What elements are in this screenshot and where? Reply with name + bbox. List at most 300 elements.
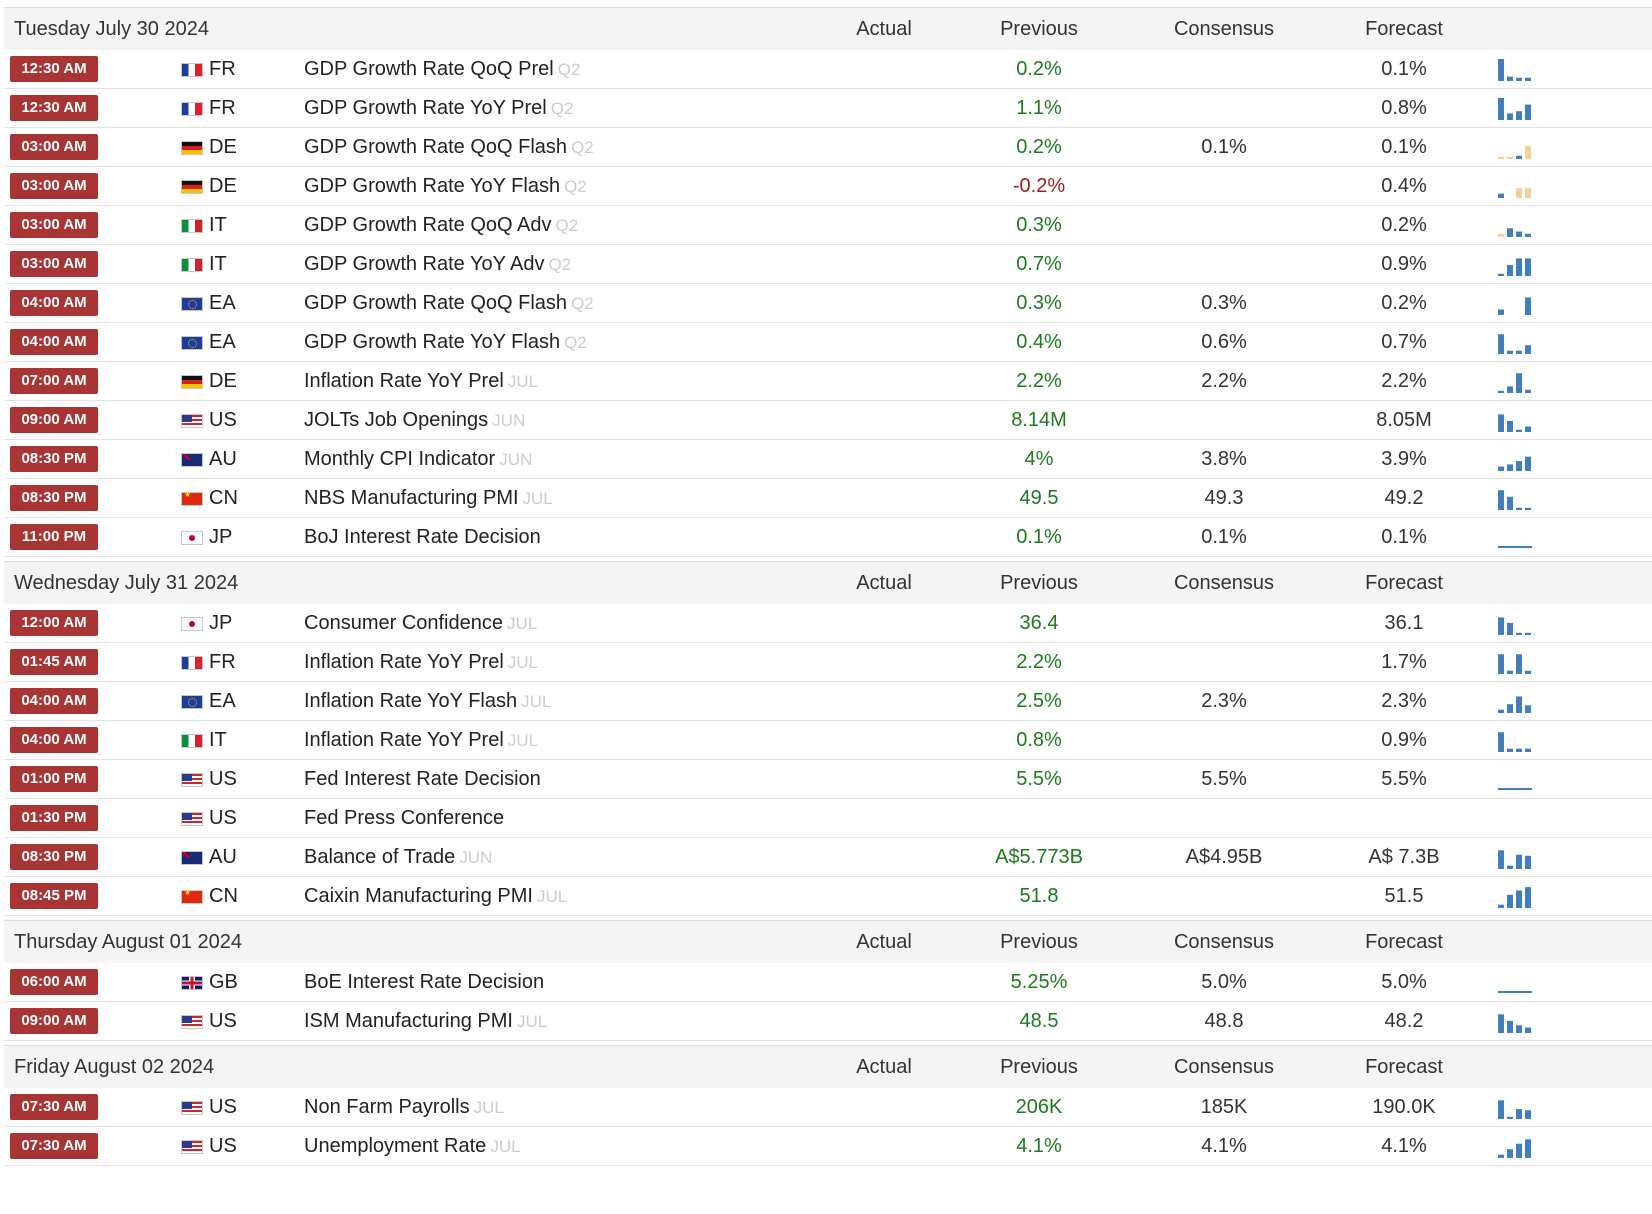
- sparkline-bar: [1525, 1028, 1531, 1034]
- time-badge: 11:00 PM: [10, 524, 98, 550]
- sparkline-bar: [1498, 414, 1504, 432]
- event-title[interactable]: Fed Interest Rate Decision: [304, 768, 541, 790]
- flag-us-icon: [181, 812, 203, 826]
- reference-period: JUL: [490, 1137, 521, 1156]
- event-name[interactable]: [304, 604, 537, 642]
- sparkline-bar: [1525, 258, 1531, 276]
- event-title[interactable]: JOLTs Job Openings: [304, 409, 489, 431]
- country-code: AU: [209, 846, 237, 868]
- forecast-value: A$ 7.3B: [1368, 846, 1440, 868]
- event-title[interactable]: GDP Growth Rate YoY Adv: [304, 253, 545, 275]
- event-title[interactable]: ISM Manufacturing PMI: [304, 1010, 513, 1032]
- consensus-value: 0.3%: [1201, 292, 1247, 314]
- forecast-value: 8.05M: [1376, 409, 1432, 431]
- reference-period: Q2: [571, 294, 594, 313]
- event-name[interactable]: [304, 877, 567, 915]
- forecast-value: 5.5%: [1381, 768, 1427, 790]
- event-row[interactable]: [4, 50, 1652, 89]
- sparkline-bar: [1507, 157, 1513, 159]
- country-code: US: [209, 768, 237, 790]
- column-header-actual: Actual: [856, 572, 912, 594]
- country-code: AU: [209, 448, 237, 470]
- event-title[interactable]: Non Farm Payrolls: [304, 1096, 470, 1118]
- consensus-value: 4.1%: [1201, 1135, 1247, 1157]
- country-code: IT: [209, 214, 227, 236]
- event-name[interactable]: [304, 838, 492, 876]
- time-badge: 01:45 AM: [10, 649, 98, 675]
- time-badge: 09:00 AM: [10, 407, 98, 433]
- sparkline-chart[interactable]: [1494, 253, 1534, 277]
- sparkline-bar: [1507, 704, 1513, 713]
- event-name[interactable]: [304, 128, 594, 166]
- country-code: US: [209, 807, 237, 829]
- sparkline-bar: [1516, 351, 1522, 354]
- forecast-value: [1344, 799, 1464, 837]
- event-row[interactable]: [4, 760, 1652, 799]
- consensus-value: 5.5%: [1201, 768, 1247, 790]
- event-row[interactable]: [4, 682, 1652, 721]
- flag-au-icon: [181, 453, 203, 467]
- flag-ea-icon: [181, 297, 203, 311]
- event-title[interactable]: NBS Manufacturing PMI: [304, 487, 519, 509]
- column-header-forecast: Forecast: [1365, 572, 1443, 594]
- sparkline-bar: [1525, 856, 1531, 869]
- sparkline-bar: [1498, 732, 1504, 752]
- time-badge: 12:30 AM: [10, 56, 98, 82]
- sparkline-bar: [1507, 265, 1513, 276]
- event-title[interactable]: GDP Growth Rate QoQ Adv: [304, 214, 552, 236]
- consensus-value: 0.6%: [1201, 331, 1247, 353]
- event-row[interactable]: [4, 167, 1652, 206]
- sparkline-bar: [1525, 390, 1531, 393]
- country-code: DE: [209, 370, 237, 392]
- sparkline-bar: [1507, 77, 1513, 81]
- sparkline-chart[interactable]: [1494, 971, 1534, 995]
- column-header-previous: Previous: [1000, 572, 1078, 594]
- forecast-value: 36.1: [1384, 612, 1424, 634]
- consensus-value: [1164, 245, 1284, 283]
- column-header-consensus: Consensus: [1173, 18, 1275, 40]
- event-row[interactable]: [4, 128, 1652, 167]
- previous-value: 0.4%: [1016, 331, 1062, 353]
- sparkline-bar: [1507, 1021, 1513, 1033]
- sparkline-bar: [1498, 1155, 1504, 1158]
- sparkline-bar: [1525, 887, 1531, 908]
- sparkline-bar: [1507, 386, 1513, 393]
- flag-us-icon: [181, 1140, 203, 1154]
- consensus-value: [1164, 877, 1284, 915]
- event-title[interactable]: Unemployment Rate: [304, 1135, 487, 1157]
- day-header: [4, 1045, 1652, 1089]
- reference-period: JUL: [507, 731, 539, 750]
- sparkline-bar: [1525, 457, 1531, 471]
- country-code: EA: [209, 690, 236, 712]
- forecast-value: 48.2: [1384, 1010, 1424, 1032]
- event-name[interactable]: [304, 89, 573, 127]
- reference-period: Q2: [550, 99, 574, 118]
- previous-value: 0.1%: [1016, 526, 1062, 548]
- time-badge: 03:00 AM: [10, 251, 98, 277]
- forecast-value: 0.1%: [1381, 526, 1427, 548]
- reference-period: Q2: [564, 333, 587, 352]
- forecast-value: 2.3%: [1381, 690, 1427, 712]
- sparkline-bar: [1525, 427, 1531, 433]
- column-header-consensus: Consensus: [1173, 931, 1275, 953]
- time-badge: 08:45 PM: [10, 883, 98, 909]
- consensus-value: 185K: [1200, 1096, 1248, 1118]
- consensus-value: [1164, 721, 1284, 759]
- sparkline-bar: [1516, 430, 1522, 432]
- event-name[interactable]: [304, 799, 504, 837]
- consensus-value: [1164, 604, 1284, 642]
- consensus-value: [1164, 167, 1284, 205]
- country-code: EA: [209, 331, 236, 353]
- previous-value: 48.5: [1019, 1010, 1059, 1032]
- previous-value: 4%: [1024, 448, 1054, 470]
- sparkline-bar: [1498, 1014, 1504, 1033]
- day-header: [4, 920, 1652, 964]
- event-row[interactable]: [4, 245, 1652, 284]
- sparkline-chart[interactable]: [1494, 136, 1534, 160]
- event-title[interactable]: Fed Press Conference: [304, 807, 505, 829]
- event-name[interactable]: [304, 245, 571, 283]
- flag-cn-icon: [181, 492, 203, 506]
- forecast-value: 4.1%: [1381, 1135, 1427, 1157]
- forecast-value: 0.8%: [1381, 97, 1427, 119]
- event-name[interactable]: [304, 682, 551, 720]
- consensus-value: 2.3%: [1201, 690, 1247, 712]
- time-badge: 06:00 AM: [10, 969, 98, 995]
- sparkline-bar: [1525, 749, 1531, 752]
- previous-value: 2.2%: [1016, 370, 1062, 392]
- country-code: FR: [209, 97, 236, 119]
- event-row[interactable]: [4, 1127, 1652, 1166]
- sparkline-chart[interactable]: [1494, 651, 1534, 675]
- sparkline-bar: [1516, 1144, 1522, 1158]
- event-name[interactable]: [304, 50, 580, 88]
- time-badge: 03:00 AM: [10, 212, 98, 238]
- column-header-previous: Previous: [1000, 1056, 1078, 1078]
- time-badge: 07:30 AM: [10, 1094, 98, 1120]
- previous-value: 0.7%: [1016, 253, 1062, 275]
- sparkline-bar: [1516, 749, 1522, 752]
- reference-period: JUL: [507, 653, 539, 672]
- country-code: EA: [209, 292, 236, 314]
- event-name[interactable]: [304, 1127, 521, 1165]
- country-code: GB: [209, 971, 238, 993]
- sparkline-bar: [1525, 705, 1531, 713]
- event-name[interactable]: [304, 479, 553, 517]
- consensus-value: 49.3: [1204, 487, 1244, 509]
- sparkline-bar: [1525, 234, 1531, 237]
- event-title[interactable]: Inflation Rate YoY Prel: [304, 651, 504, 673]
- event-name[interactable]: [304, 401, 525, 439]
- sparkline-bar: [1498, 157, 1504, 159]
- event-row[interactable]: [4, 518, 1652, 557]
- event-title[interactable]: Inflation Rate YoY Prel: [304, 370, 504, 392]
- country-code: US: [209, 1010, 237, 1032]
- event-row[interactable]: [4, 89, 1652, 128]
- column-header-previous: Previous: [1000, 931, 1078, 953]
- consensus-value: 5.0%: [1201, 971, 1247, 993]
- column-header-actual: Actual: [856, 18, 912, 40]
- forecast-value: 0.4%: [1381, 175, 1427, 197]
- event-row[interactable]: [4, 721, 1652, 760]
- previous-value: 206K: [1015, 1096, 1063, 1118]
- event-name[interactable]: [304, 167, 587, 205]
- sparkline-chart[interactable]: [1494, 846, 1534, 870]
- flag-jp-icon: [181, 531, 203, 545]
- forecast-value: 49.2: [1384, 487, 1424, 509]
- event-name[interactable]: [304, 1002, 547, 1040]
- sparkline-chart[interactable]: [1494, 526, 1534, 550]
- consensus-value: [1164, 401, 1284, 439]
- sparkline-chart[interactable]: [1494, 487, 1534, 511]
- consensus-value: [1164, 206, 1284, 244]
- reference-period: Q2: [548, 255, 572, 274]
- event-title[interactable]: Consumer Confidence: [304, 612, 503, 634]
- event-title[interactable]: Inflation Rate YoY Flash: [304, 690, 518, 712]
- sparkline-bar: [1507, 671, 1513, 674]
- country-code: CN: [209, 487, 238, 509]
- sparkline-chart[interactable]: [1494, 292, 1534, 316]
- day-title: Tuesday July 30 2024: [14, 18, 209, 40]
- event-row[interactable]: [4, 401, 1652, 440]
- flag-fr-icon: [181, 63, 203, 77]
- flag-de-icon: [181, 141, 203, 155]
- sparkline-bar: [1507, 623, 1513, 635]
- reference-period: JUL: [507, 372, 539, 391]
- flag-fr-icon: [181, 656, 203, 670]
- sparkline-chart[interactable]: [1494, 175, 1534, 199]
- event-title[interactable]: Caixin Manufacturing PMI: [304, 885, 533, 907]
- previous-value: 2.5%: [1016, 690, 1062, 712]
- previous-value: A$5.773B: [995, 846, 1083, 868]
- reference-period: JUL: [521, 692, 552, 711]
- event-row[interactable]: [4, 284, 1652, 323]
- reference-period: JUN: [459, 848, 493, 867]
- event-title[interactable]: BoJ Interest Rate Decision: [304, 526, 541, 548]
- consensus-value: [1164, 50, 1284, 88]
- sparkline-chart[interactable]: [1494, 1010, 1534, 1034]
- sparkline-bar: [1498, 274, 1504, 276]
- time-badge: 01:00 PM: [10, 766, 98, 792]
- sparkline-bar: [1525, 1139, 1531, 1158]
- previous-value: 0.3%: [1016, 214, 1062, 236]
- time-badge: 12:30 AM: [10, 95, 98, 121]
- time-badge: 07:00 AM: [10, 368, 98, 394]
- sparkline-chart[interactable]: [1494, 370, 1534, 394]
- event-name[interactable]: [304, 1088, 504, 1126]
- event-row[interactable]: [4, 643, 1652, 682]
- sparkline-bar: [1498, 194, 1504, 198]
- previous-value: 2.2%: [1016, 651, 1062, 673]
- sparkline-bar: [1498, 850, 1504, 869]
- event-row[interactable]: [4, 838, 1652, 877]
- previous-value: 0.2%: [1016, 58, 1062, 80]
- event-name[interactable]: [304, 206, 578, 244]
- sparkline-bar: [1525, 78, 1531, 81]
- day-header: [4, 7, 1652, 51]
- column-header-previous: Previous: [1000, 18, 1078, 40]
- event-title[interactable]: GDP Growth Rate YoY Flash: [304, 331, 561, 353]
- event-row[interactable]: [4, 479, 1652, 518]
- sparkline-chart[interactable]: [1494, 1135, 1534, 1159]
- sparkline-bar: [1498, 617, 1504, 635]
- event-name[interactable]: [304, 963, 544, 1001]
- event-name[interactable]: [304, 284, 594, 322]
- sparkline-bar: [1498, 467, 1504, 471]
- event-name[interactable]: [304, 323, 587, 361]
- sparkline-bar: [1507, 866, 1513, 869]
- country-code: DE: [209, 136, 237, 158]
- event-row[interactable]: [4, 877, 1652, 916]
- sparkline-chart[interactable]: [1494, 97, 1534, 121]
- previous-value: 36.4: [1019, 612, 1059, 634]
- consensus-value: [1164, 643, 1284, 681]
- flag-ea-icon: [181, 336, 203, 350]
- event-title[interactable]: GDP Growth Rate QoQ Flash: [304, 292, 568, 314]
- column-header-forecast: Forecast: [1365, 1056, 1443, 1078]
- sparkline-chart[interactable]: [1494, 448, 1534, 472]
- sparkline-bar: [1516, 697, 1522, 714]
- sparkline-bar: [1516, 633, 1522, 635]
- flag-gb-icon: [181, 976, 203, 990]
- time-badge: 03:00 AM: [10, 134, 98, 160]
- time-badge: 12:00 AM: [10, 610, 98, 636]
- time-badge: 03:00 AM: [10, 173, 98, 199]
- sparkline-bar: [1525, 146, 1531, 159]
- event-row[interactable]: [4, 323, 1652, 362]
- event-row[interactable]: [4, 799, 1652, 838]
- forecast-value: 0.1%: [1381, 136, 1427, 158]
- forecast-value: 3.9%: [1381, 448, 1427, 470]
- time-badge: 04:00 AM: [10, 290, 98, 316]
- flag-it-icon: [181, 734, 203, 748]
- column-header-forecast: Forecast: [1365, 931, 1443, 953]
- event-name[interactable]: [304, 440, 532, 478]
- column-header-forecast: Forecast: [1365, 18, 1443, 40]
- event-name[interactable]: [304, 721, 538, 759]
- event-title[interactable]: GDP Growth Rate QoQ Prel: [304, 58, 554, 80]
- country-code: IT: [209, 253, 227, 275]
- event-title[interactable]: GDP Growth Rate QoQ Flash: [304, 136, 568, 158]
- event-row[interactable]: [4, 963, 1652, 1002]
- event-row[interactable]: [4, 362, 1652, 401]
- sparkline-bar: [1507, 464, 1513, 471]
- country-code: IT: [209, 729, 227, 751]
- sparkline-bar: [1516, 461, 1522, 471]
- sparkline-chart[interactable]: [1494, 409, 1534, 433]
- consensus-value: 3.8%: [1201, 448, 1247, 470]
- previous-value: 49.5: [1019, 487, 1059, 509]
- sparkline-chart[interactable]: [1494, 58, 1534, 82]
- forecast-value: 0.9%: [1381, 729, 1427, 751]
- event-title[interactable]: Inflation Rate YoY Prel: [304, 729, 504, 751]
- sparkline-bar: [1498, 98, 1504, 120]
- sparkline-bar: [1516, 258, 1522, 276]
- sparkline-bar: [1498, 59, 1504, 81]
- reference-period: JUL: [473, 1098, 504, 1117]
- sparkline-flat-line: [1498, 788, 1532, 790]
- sparkline-chart[interactable]: [1494, 214, 1534, 238]
- flag-au-icon: [181, 851, 203, 865]
- sparkline-bar: [1498, 310, 1504, 316]
- forecast-value: 5.0%: [1381, 971, 1427, 993]
- column-header-consensus: Consensus: [1173, 1056, 1275, 1078]
- country-code: CN: [209, 885, 238, 907]
- reference-period: JUN: [492, 411, 526, 430]
- time-badge: 04:00 AM: [10, 688, 98, 714]
- sparkline-bar: [1498, 654, 1504, 674]
- sparkline-bar: [1516, 111, 1522, 120]
- sparkline-bar: [1525, 671, 1531, 674]
- sparkline-chart[interactable]: [1494, 885, 1534, 909]
- flag-us-icon: [181, 773, 203, 787]
- sparkline-bar: [1516, 1025, 1522, 1033]
- consensus-value: [1164, 799, 1284, 837]
- sparkline-bar: [1525, 508, 1531, 510]
- country-code: US: [209, 1135, 237, 1157]
- day-header: [4, 561, 1652, 605]
- event-name[interactable]: [304, 643, 538, 681]
- event-title[interactable]: Balance of Trade: [304, 846, 456, 868]
- forecast-value: 0.1%: [1381, 58, 1427, 80]
- event-row[interactable]: [4, 1002, 1652, 1041]
- consensus-value: 2.2%: [1201, 370, 1247, 392]
- sparkline-chart[interactable]: [1494, 729, 1534, 753]
- event-row[interactable]: [4, 206, 1652, 245]
- sparkline-chart[interactable]: [1494, 690, 1534, 714]
- sparkline-bar: [1516, 373, 1522, 393]
- sparkline-chart[interactable]: [1494, 612, 1534, 636]
- sparkline-chart[interactable]: [1494, 1096, 1534, 1120]
- reference-period: Q2: [564, 177, 587, 196]
- flag-us-icon: [181, 414, 203, 428]
- event-title[interactable]: GDP Growth Rate YoY Flash: [304, 175, 561, 197]
- reference-period: JUL: [536, 887, 568, 906]
- time-badge: 04:00 AM: [10, 727, 98, 753]
- sparkline-bar: [1507, 749, 1513, 752]
- sparkline-bar: [1507, 351, 1513, 354]
- sparkline-bar: [1498, 490, 1504, 510]
- event-row[interactable]: [4, 1088, 1652, 1127]
- previous-value: 1.1%: [1016, 97, 1062, 119]
- consensus-value: 0.1%: [1201, 526, 1247, 548]
- sparkline-bar: [1498, 1100, 1504, 1119]
- event-title[interactable]: GDP Growth Rate YoY Prel: [304, 97, 547, 119]
- previous-value: 5.25%: [1010, 971, 1068, 993]
- event-name[interactable]: [304, 760, 541, 798]
- sparkline-bar: [1525, 345, 1531, 354]
- event-name[interactable]: [304, 362, 538, 400]
- flag-us-icon: [181, 1101, 203, 1115]
- column-header-actual: Actual: [856, 1056, 912, 1078]
- consensus-value: A$4.95B: [1185, 846, 1263, 868]
- event-title[interactable]: Monthly CPI Indicator: [304, 448, 496, 470]
- event-row[interactable]: [4, 604, 1652, 643]
- sparkline-chart[interactable]: [1494, 331, 1534, 355]
- flag-fr-icon: [181, 102, 203, 116]
- consensus-value: 0.1%: [1201, 136, 1247, 158]
- previous-value: 0.2%: [1016, 136, 1062, 158]
- event-name[interactable]: [304, 518, 541, 556]
- event-title[interactable]: BoE Interest Rate Decision: [304, 971, 545, 993]
- country-code: DE: [209, 175, 237, 197]
- previous-value: 5.5%: [1016, 768, 1062, 790]
- sparkline-chart[interactable]: [1494, 768, 1534, 792]
- event-row[interactable]: [4, 440, 1652, 479]
